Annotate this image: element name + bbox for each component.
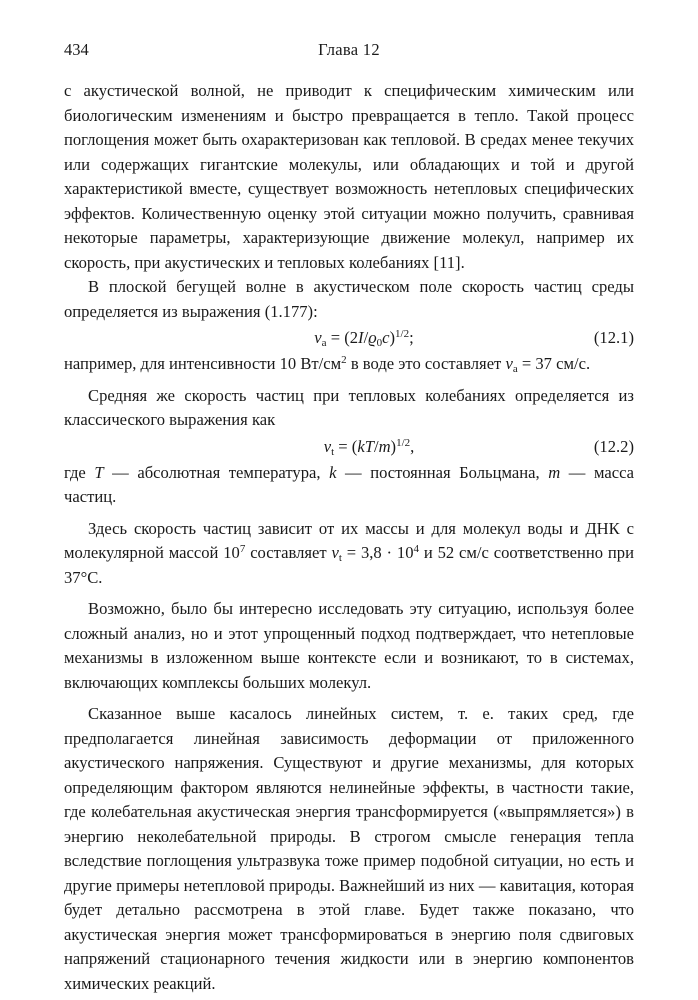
body-text (64, 79, 634, 996)
equation-12-1 (64, 325, 634, 351)
paragraph-7: Возможно, было бы интересно исследовать эту ситуацию, используя более сложный анализ, но и этот упрощенный подход подтверждает, что нетепловые механизмы в изложенном выше контексте если и возникают, то в системах, включающих комплексы больших молекул. (64, 599, 634, 692)
paragraph-1: с акустической волной, не приводит к специфическим химическим или биологическим изменениям и быстро превращается в тепло. Такой процесс поглощения может быть охарактеризован как тепловой. В средах менее текучих или содержащих гигантские молекулы, или обладающих и той и другой характеристикой вместе, существует возможность нетепловых специфических эффектов. Количественную оценку этой ситуации можно получить, сравнивая некоторые параметры, характеризующие движение молекул, например их скорость, при акустических и тепловых колебаниях [11]. (64, 81, 634, 272)
running-head (64, 40, 634, 64)
paragraph-6: Здесь скорость частиц зависит от их массы и для молекул воды и ДНК с молекулярной массой $10^7$ составляет $v_t = 3,8 \cdot 10^4$ и 52 см/с соответственно при 37°С. (64, 518, 634, 587)
equation-12-2 (64, 434, 634, 460)
paragraph-5: где T — абсолютная температура, k — постоянная Больцмана, m — масса частиц. (64, 462, 635, 506)
equation-12-1-formula: $v_a = (2I/ϱ_0c)^{1/2}$; (314, 328, 414, 349)
chapter-title: Глава 12 (318, 40, 380, 59)
equation-number: (12.1) (593, 328, 634, 347)
page-number: 434 (64, 40, 89, 59)
equation-12-2-formula: $v_t = (kT/m)^{1/2}$, (323, 436, 415, 458)
paragraph-8: Сказанное выше касалось линейных систем, т. е. таких сред, где предполагается линейная зависимость деформации от приложенного акустического напряжения. Существуют и другие механизмы, для которых определяющим фактором являются нелинейные эффекты, в частности такие, где колебательная акустическая энергия трансформируется («выпрямляется») в энергию неколебательной природы. В строгом смысле генерация тепла вследствие поглощения ультразвука тоже пример подобной ситуации, но есть и другие примеры нетепловой природы. Важнейший из них — кавитация, которая будет детально рассмотрена в этой главе. Будет также показано, что акустическая энергия может трансформироваться в энергию поля сдвиговых напряжений стационарного течения жидкости или в энергию компонентов химических реакций. (64, 704, 634, 993)
paragraph-2: В плоской бегущей волне в акустическом поле скорость частиц среды определяется из выражения (1.177): (64, 277, 634, 321)
equation-number: (12.2) (593, 436, 634, 456)
paragraph-3: например, для интенсивности 10 $Вт/см^2$ в воде это составляет $v_a = 37$ см/с. (64, 354, 591, 375)
paragraph-4: Средняя же скорость частиц при тепловых колебаниях определяется из классического выражения как (64, 385, 634, 429)
